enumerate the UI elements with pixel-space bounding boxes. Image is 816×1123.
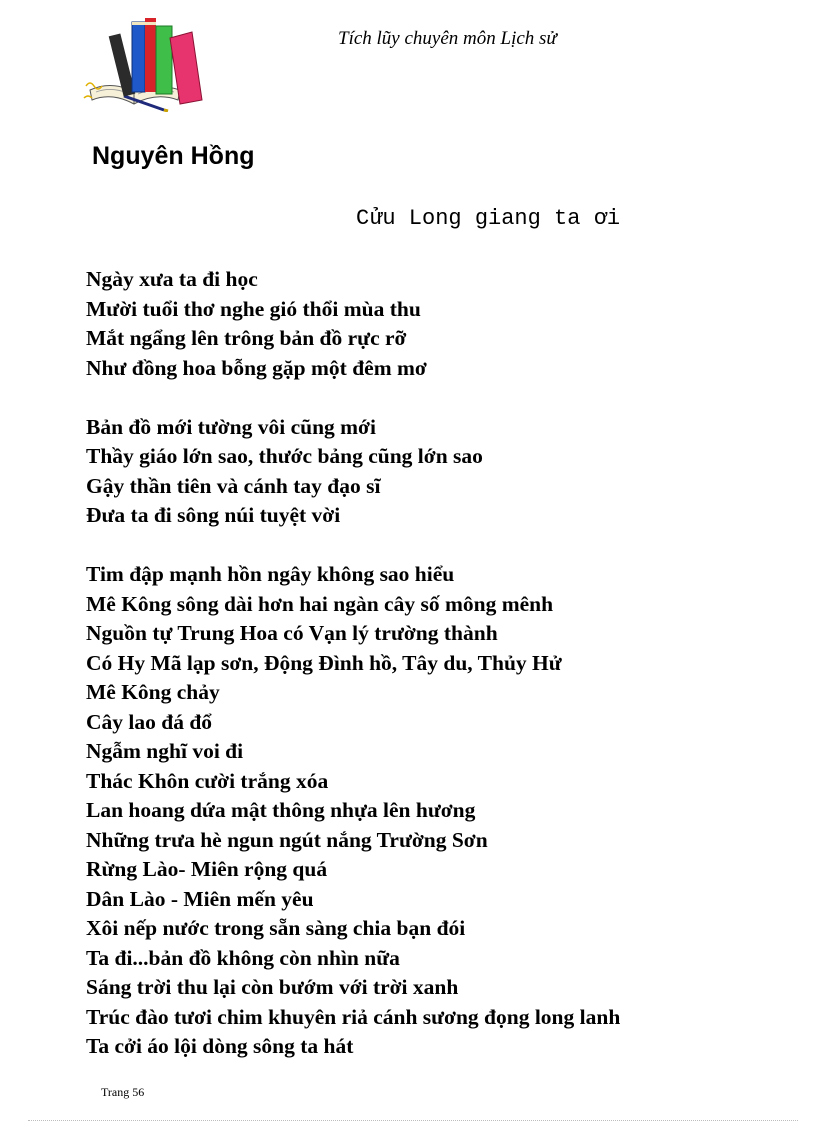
author-name: Nguyên Hồng	[92, 142, 255, 170]
poem-line: Có Hy Mã lạp sơn, Động Đình hồ, Tây du, Thủy Hử	[86, 650, 562, 675]
stanza	[86, 265, 786, 383]
poem-line: Xôi nếp nước trong sẵn sàng chia bạn đói	[86, 916, 466, 940]
poem-line: Mê Kông sông dài hơn hai ngàn cây số mông mênh	[86, 591, 554, 616]
poem-line: Ngày xưa ta đi học	[86, 267, 258, 291]
poem-line: Tim đập mạnh hồn ngây không sao hiểu	[86, 562, 455, 586]
poem-title: Cửu Long giang ta ơi	[356, 206, 621, 231]
stanza	[86, 413, 786, 531]
poem-line: Gậy thần tiên và cánh tay đạo sĩ	[86, 473, 381, 498]
poem-line: Thầy giáo lớn sao, thước bảng cũng lớn sao	[86, 444, 483, 468]
poem-line: Mười tuổi thơ nghe gió thổi mùa thu	[86, 296, 421, 321]
poem-line: Dân Lào - Miên mến yêu	[86, 886, 314, 911]
books-icon	[82, 12, 206, 112]
poem-line: Mắt ngẩng lên trông bản đồ rực rỡ	[86, 326, 407, 350]
running-header: Tích lũy chuyên môn Lịch sử	[338, 28, 557, 49]
poem-line: Những trưa hè ngun ngút nắng Trường Sơn	[86, 827, 488, 852]
poem-line: Ngẫm nghĩ voi đi	[86, 739, 244, 763]
poem-line: Thác Khôn cười trắng xóa	[86, 768, 329, 793]
poem-line: Ta đi...bản đồ không còn nhìn nữa	[86, 945, 400, 970]
poem-body	[86, 265, 786, 1062]
poem-line: Lan hoang dứa mật thông nhựa lên hương	[86, 798, 476, 822]
page-divider	[28, 1120, 798, 1121]
poem-line: Sáng trời thu lại còn bướm với trời xanh	[86, 975, 459, 999]
poem-line: Bản đồ mới tường vôi cũng mới	[86, 414, 376, 439]
poem-line: Như đồng hoa bỗng gặp một đêm mơ	[86, 355, 427, 380]
poem-line: Cây lao đá đổ	[86, 709, 213, 734]
poem-line: Mê Kông chảy	[86, 680, 220, 704]
poem-line: Đưa ta đi sông núi tuyệt vời	[86, 503, 341, 527]
page-number: Trang 56	[101, 1085, 145, 1099]
poem-line: Rừng Lào- Miên rộng quá	[86, 857, 328, 881]
stanza	[86, 560, 786, 1062]
poem-line: Nguồn tự Trung Hoa có Vạn lý trường thành	[86, 621, 498, 645]
poem-line: Trúc đào tươi chim khuyên riả cánh sương đọng long lanh	[86, 1004, 621, 1029]
poem-line: Ta cởi áo lội dòng sông ta hát	[86, 1034, 354, 1058]
